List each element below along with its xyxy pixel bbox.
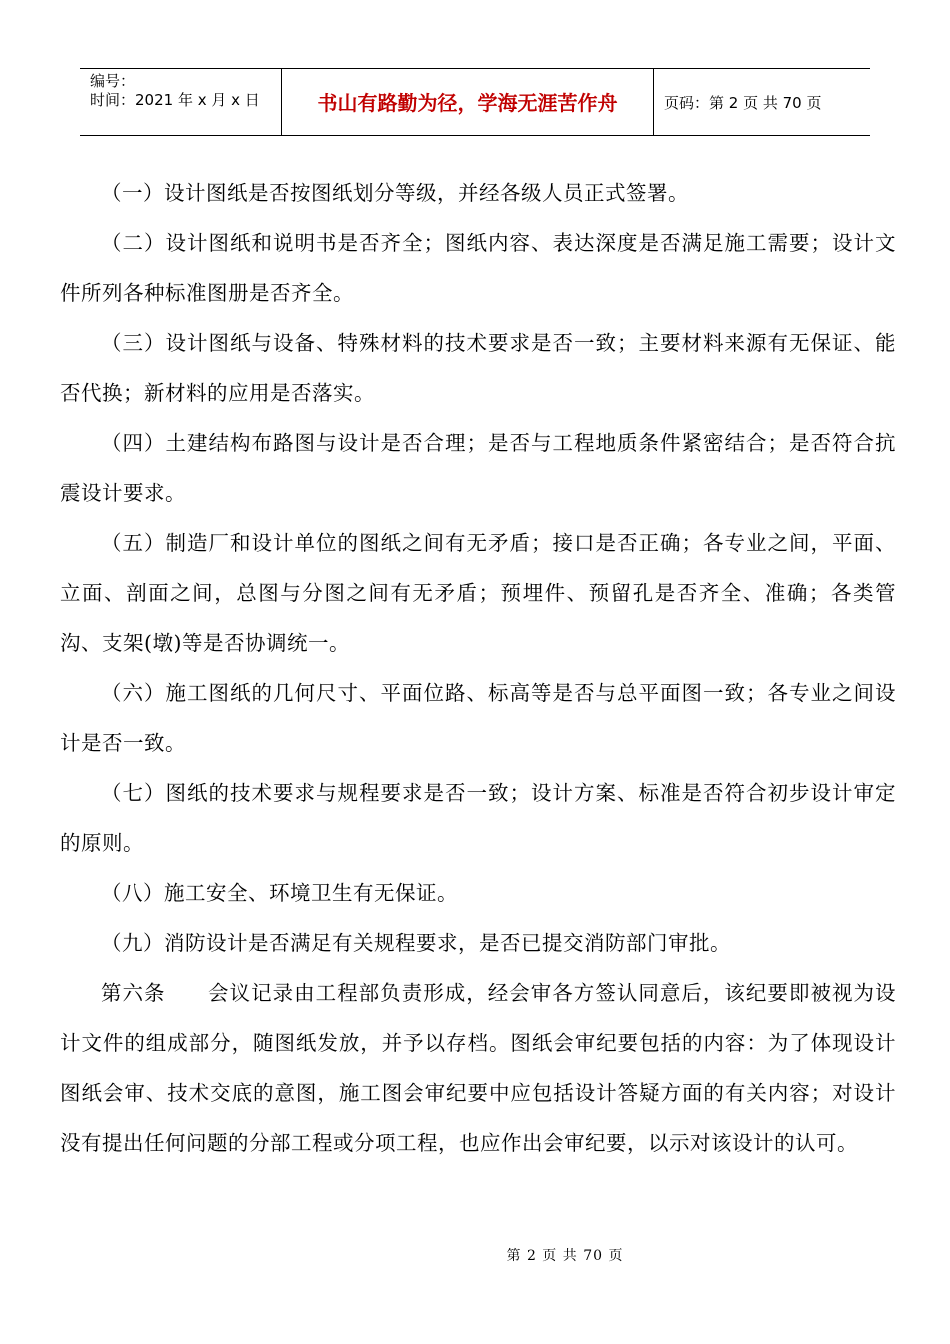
paragraph-item-4: （四）土建结构布路图与设计是否合理；是否与工程地质条件紧密结合；是否符合抗震设计要求。 [60,431,896,505]
number-label: 编号： [90,72,136,90]
paragraph-item-9: （九）消防设计是否满足有关规程要求，是否已提交消防部门审批。 [101,931,731,955]
document-body [60,168,896,1168]
header-motto: 书山有路勤为径，学海无涯苦作舟 [282,69,654,135]
header-meta-cell [80,69,282,135]
paragraph-item-7: （七）图纸的技术要求与规程要求是否一致；设计方案、标准是否符合初步设计审定的原则。 [60,781,896,855]
paragraph-item-5: （五）制造厂和设计单位的图纸之间有无矛盾；接口是否正确；各专业之间，平面、立面、剖面之间，总图与分图之间有无矛盾；预埋件、预留孔是否齐全、准确；各类管沟、支架(墩)等是否协调统一。 [60,531,896,655]
article-six-paragraph [60,968,896,1168]
paragraph-item-8: （八）施工安全、环境卫生有无保证。 [101,881,458,905]
document-header [80,68,870,136]
paragraph-item-2: （二）设计图纸和说明书是否齐全；图纸内容、表达深度是否满足施工需要；设计文件所列各种标准图册是否齐全。 [60,231,896,305]
header-page-info: 页码：第 2 页 共 70 页 [664,94,822,112]
footer-page-number: 第 2 页 共 70 页 [506,1248,624,1264]
article-six-text: 会议记录由工程部负责形成，经会审各方签认同意后，该纪要即被视为设计文件的组成部分，随图纸发放，并予以存档。图纸会审纪要包括的内容：为了体现设计图纸会审、技术交底的意图，施工图会审纪要中应包括设计答疑方面的有关内容；对设计没有提出任何问题的分部工程或分项工程，也应作出会审纪要，以示对该设计的认可。 [60,981,897,1155]
paragraph-item-3: （三）设计图纸与设备、特殊材料的技术要求是否一致；主要材料来源有无保证、能否代换；新材料的应用是否落实。 [60,331,896,405]
paragraph-item-6: （六）施工图纸的几何尺寸、平面位路、标高等是否与总平面图一致；各专业之间设计是否一致。 [60,681,896,755]
article-six-label: 第六条 [101,981,166,1005]
page-footer [0,1245,950,1265]
time-label: 时间：2021 年 x 月 x 日 [90,91,260,109]
paragraph-item-1: （一）设计图纸是否按图纸划分等级，并经各级人员正式签署。 [101,181,689,205]
